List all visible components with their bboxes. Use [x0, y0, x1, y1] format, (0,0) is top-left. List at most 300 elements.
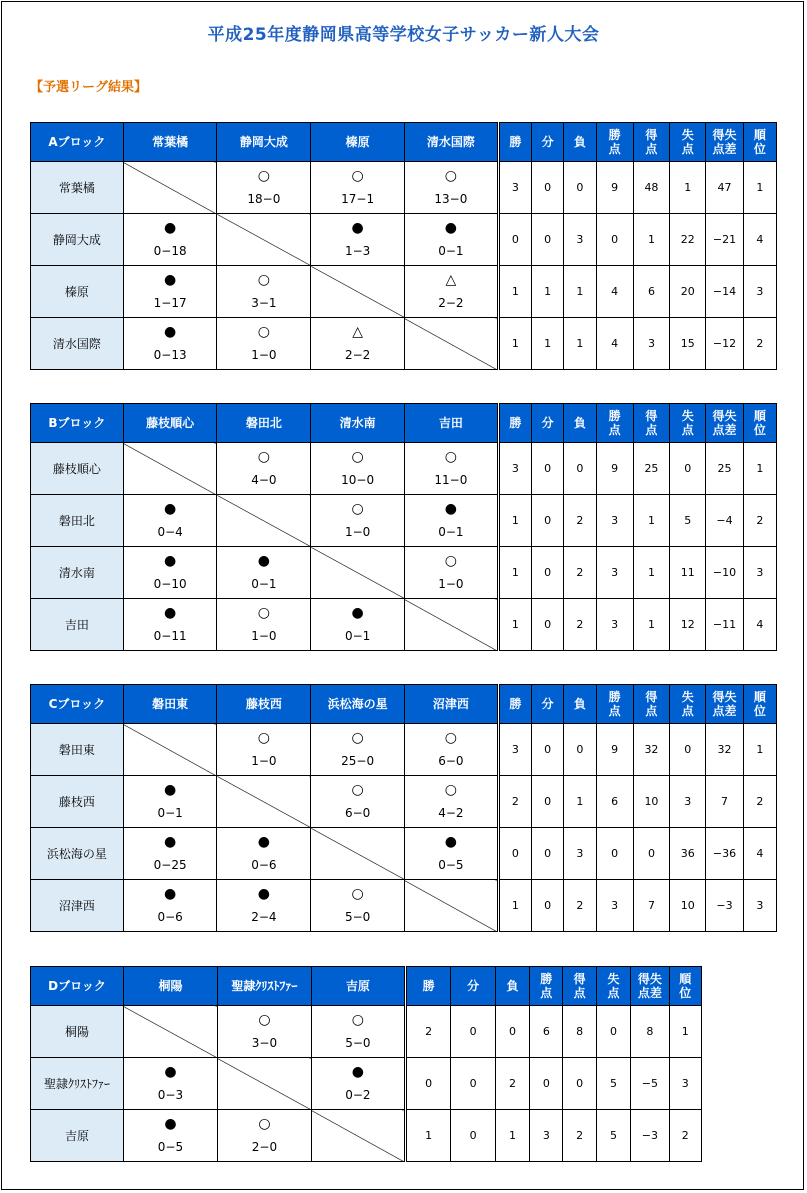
opponent-header: 磐田東 — [123, 685, 217, 724]
match-cell — [311, 495, 404, 546]
stat-value: 0 — [670, 443, 706, 495]
team-name: 清水南 — [31, 547, 124, 599]
match-result — [404, 724, 498, 776]
stat-header-line: 分 — [541, 697, 554, 711]
match-result — [217, 318, 311, 370]
stat-value: 5 — [670, 495, 706, 547]
match-cell — [217, 828, 310, 879]
result-mark: ● — [164, 886, 177, 902]
match-score: 11−0 — [434, 473, 468, 487]
stat-value: 8 — [631, 1006, 669, 1058]
stat-header-line: 負 — [573, 135, 586, 149]
stat-value: 1 — [743, 443, 776, 495]
result-mark: ○ — [351, 782, 364, 798]
stat-value: 5 — [596, 1058, 630, 1110]
match-result — [217, 266, 311, 318]
team-row — [31, 1058, 702, 1110]
stat-header — [451, 967, 495, 1006]
stat-value: 1 — [498, 495, 531, 547]
match-score: 2−2 — [344, 348, 371, 362]
result-mark: ○ — [351, 1012, 364, 1028]
opponent-header: 静岡大成 — [217, 123, 311, 162]
stat-value: 0 — [530, 1058, 563, 1110]
stat-header-line: 点 — [540, 986, 553, 1000]
stat-value: 1 — [743, 162, 776, 214]
stat-header-line: 得 — [645, 409, 658, 423]
result-mark: ○ — [444, 449, 457, 465]
opponent-header: 沼津西 — [404, 685, 498, 724]
stat-value: 1 — [498, 880, 531, 932]
stat-value: 3 — [498, 724, 531, 776]
section-subtitle: 【予選リーグ結果】 — [30, 80, 148, 95]
match-result — [311, 1058, 405, 1110]
stat-value: 0 — [451, 1058, 495, 1110]
match-result — [404, 547, 498, 599]
result-mark: ○ — [257, 324, 270, 340]
stat-value: 48 — [633, 162, 669, 214]
stat-value: 3 — [498, 162, 531, 214]
stat-header — [532, 404, 564, 443]
match-result — [311, 214, 405, 266]
match-score: 0−1 — [157, 806, 183, 820]
stat-value: 0 — [532, 162, 564, 214]
stat-header — [669, 967, 701, 1006]
match-cell — [405, 443, 497, 494]
stat-value: 11 — [670, 547, 706, 599]
stat-header — [706, 685, 743, 724]
stat-value: 0 — [532, 443, 564, 495]
stat-value: 0 — [532, 599, 564, 651]
stat-value: 0 — [564, 724, 596, 776]
team-name: 聖隷ｸﾘｽﾄﾌｧｰ — [31, 1058, 124, 1110]
stat-value: 1 — [564, 266, 596, 318]
stat-header — [670, 123, 706, 162]
stat-value: 1 — [532, 318, 564, 370]
result-mark: ○ — [444, 553, 457, 569]
match-result — [217, 443, 311, 495]
stat-header-line: 分 — [541, 135, 554, 149]
result-mark: ○ — [444, 168, 457, 184]
match-cell — [217, 266, 310, 317]
match-cell — [405, 162, 497, 213]
block-b-table — [30, 403, 777, 651]
team-row — [31, 266, 777, 318]
opponent-header: 藤枝西 — [217, 685, 311, 724]
stat-value: 1 — [564, 776, 596, 828]
result-mark: ● — [351, 605, 364, 621]
team-row — [31, 776, 777, 828]
team-row — [31, 162, 777, 214]
stat-value: 3 — [596, 495, 633, 547]
stat-header-line: 分 — [541, 416, 554, 430]
stat-value: 0 — [532, 547, 564, 599]
stat-value: 3 — [670, 776, 706, 828]
stat-value: 3 — [596, 599, 633, 651]
match-score: 3−1 — [251, 296, 277, 310]
result-mark: ● — [444, 220, 457, 236]
opponent-header: 清水南 — [311, 404, 405, 443]
match-result — [123, 1110, 217, 1162]
opponent-header: 吉田 — [404, 404, 498, 443]
stat-header — [530, 967, 563, 1006]
match-score: 25−0 — [341, 754, 375, 768]
match-score: 5−0 — [345, 1036, 371, 1050]
stat-header-line: 勝 — [509, 135, 522, 149]
result-mark: △ — [445, 272, 457, 288]
stat-header-line: 点 — [681, 423, 694, 437]
stat-header — [596, 123, 633, 162]
stat-header-line: 順 — [753, 409, 766, 423]
stat-value: 1 — [495, 1110, 529, 1162]
match-score: 4−2 — [438, 806, 464, 820]
result-mark: ● — [164, 1116, 177, 1132]
match-result — [123, 599, 217, 651]
team-name: 榛原 — [31, 266, 124, 318]
match-cell — [311, 443, 404, 494]
stat-header-line: 負 — [573, 697, 586, 711]
opponent-header: 磐田北 — [217, 404, 311, 443]
team-name: 藤枝西 — [31, 776, 124, 828]
stat-value: 1 — [498, 547, 531, 599]
match-score: 0−13 — [153, 348, 187, 362]
opponent-header: 藤枝順心 — [123, 404, 217, 443]
team-name: 磐田北 — [31, 495, 124, 547]
stat-value: 0 — [532, 828, 564, 880]
match-cell — [405, 724, 497, 775]
team-row — [31, 214, 777, 266]
stat-value: 6 — [633, 266, 669, 318]
stat-value: 47 — [706, 162, 743, 214]
stat-value: 0 — [532, 495, 564, 547]
result-mark: ○ — [257, 272, 270, 288]
result-mark: ● — [257, 553, 270, 569]
stat-value: 9 — [596, 162, 633, 214]
match-cell — [124, 1110, 217, 1161]
match-cell — [218, 1006, 311, 1057]
stat-header — [743, 123, 776, 162]
match-score: 1−0 — [251, 348, 277, 362]
stat-value: 3 — [743, 880, 776, 932]
self-match-diagonal — [217, 1058, 311, 1110]
stat-value: 32 — [706, 724, 743, 776]
match-score: 0−1 — [438, 244, 464, 258]
match-score: 2−4 — [251, 910, 277, 924]
result-mark: ○ — [351, 449, 364, 465]
match-cell — [405, 547, 497, 598]
stat-header-line: 勝 — [540, 972, 553, 986]
block-name: Dブロック — [31, 967, 124, 1006]
stat-header-line: 勝 — [509, 697, 522, 711]
block-d-table — [30, 966, 702, 1162]
stat-header — [564, 685, 596, 724]
self-match-diagonal — [311, 547, 405, 599]
team-row — [31, 880, 777, 932]
match-score: 0−25 — [153, 858, 187, 872]
stat-value: 15 — [670, 318, 706, 370]
stat-value: 4 — [743, 599, 776, 651]
result-mark: ● — [164, 1064, 177, 1080]
match-cell — [124, 547, 217, 598]
stat-header-line: 点 — [645, 142, 658, 156]
match-result — [404, 828, 498, 880]
stat-value: 3 — [633, 318, 669, 370]
match-cell — [311, 214, 404, 265]
result-mark: △ — [352, 324, 363, 340]
stat-value: 1 — [633, 214, 669, 266]
match-result — [311, 599, 405, 651]
stat-header-line: 勝 — [422, 979, 435, 993]
stat-value: 1 — [564, 318, 596, 370]
match-result — [217, 724, 311, 776]
stat-header-line: 負 — [573, 416, 586, 430]
stat-value: 12 — [670, 599, 706, 651]
stat-header-line: 得 — [573, 972, 586, 986]
result-mark: ● — [164, 501, 177, 517]
stat-header-line: 点 — [645, 423, 658, 437]
result-mark: ○ — [257, 449, 270, 465]
stat-value: 2 — [669, 1110, 701, 1162]
match-score: 1−0 — [344, 525, 371, 539]
stat-header-line: 得失 — [712, 409, 737, 423]
block-name: Aブロック — [31, 123, 124, 162]
stat-header — [706, 404, 743, 443]
team-row — [31, 547, 777, 599]
match-result — [217, 828, 311, 880]
self-match-diagonal — [123, 1006, 217, 1058]
team-name: 沼津西 — [31, 880, 124, 932]
stat-value: 1 — [498, 599, 531, 651]
stat-header — [596, 685, 633, 724]
stat-header — [564, 404, 596, 443]
stat-header-line: 点 — [573, 986, 586, 1000]
match-result — [123, 495, 217, 547]
result-mark: ○ — [351, 730, 364, 746]
match-score: 1−0 — [251, 754, 277, 768]
stat-header-line: 勝 — [608, 409, 621, 423]
stat-header — [631, 967, 669, 1006]
match-score: 0−6 — [157, 910, 183, 924]
stat-header-line: 点 — [681, 704, 694, 718]
stat-value: 8 — [563, 1006, 596, 1058]
stat-value: 2 — [564, 599, 596, 651]
match-cell — [124, 828, 217, 879]
match-result — [217, 1110, 311, 1162]
team-row — [31, 599, 777, 651]
match-cell — [124, 214, 217, 265]
block-name: Cブロック — [31, 685, 124, 724]
match-cell — [311, 162, 404, 213]
page-title: 平成25年度静岡県高等学校女子サッカー新人大会 — [207, 25, 600, 45]
match-score: 6−0 — [344, 806, 371, 820]
stat-header-line: 得 — [645, 128, 658, 142]
team-name: 吉原 — [31, 1110, 124, 1162]
match-cell — [405, 776, 497, 827]
result-mark: ○ — [257, 605, 270, 621]
stat-header — [670, 685, 706, 724]
stat-value: 3 — [498, 443, 531, 495]
stat-value: −3 — [631, 1110, 669, 1162]
stat-value: −21 — [706, 214, 743, 266]
self-match-diagonal — [217, 495, 311, 547]
block-c-table — [30, 684, 777, 932]
match-score: 1−17 — [153, 296, 187, 310]
match-result — [404, 443, 498, 495]
stat-value: 0 — [596, 1006, 630, 1058]
team-row — [31, 495, 777, 547]
stat-value: 0 — [532, 880, 564, 932]
match-result — [311, 162, 405, 214]
stat-value: 3 — [669, 1058, 701, 1110]
result-mark: ● — [164, 553, 177, 569]
match-score: 13−0 — [434, 192, 468, 206]
match-score: 0−3 — [157, 1088, 184, 1102]
match-result — [217, 599, 311, 651]
match-score: 0−6 — [251, 858, 277, 872]
match-score: 18−0 — [247, 192, 281, 206]
stat-header-line: 得 — [645, 690, 658, 704]
stat-header — [532, 685, 564, 724]
stat-header — [498, 404, 531, 443]
match-result — [311, 1006, 405, 1058]
stat-value: 1 — [743, 724, 776, 776]
stat-value: 6 — [530, 1006, 563, 1058]
stat-header — [633, 123, 669, 162]
stat-value: 2 — [563, 1110, 596, 1162]
stat-header-line: 失 — [607, 972, 620, 986]
match-cell — [405, 266, 497, 317]
result-mark: ● — [164, 834, 177, 850]
match-score: 1−0 — [251, 629, 277, 643]
match-cell — [124, 599, 217, 650]
stat-value: 1 — [498, 318, 531, 370]
stat-value: 2 — [564, 547, 596, 599]
match-result — [123, 1058, 217, 1110]
match-cell — [124, 880, 217, 931]
match-result — [217, 547, 311, 599]
stat-value: 7 — [633, 880, 669, 932]
stat-value: 0 — [498, 214, 531, 266]
match-cell — [124, 776, 217, 827]
team-name: 磐田東 — [31, 724, 124, 776]
block-a-table — [30, 122, 777, 370]
stat-value: −3 — [706, 880, 743, 932]
stat-value: −10 — [706, 547, 743, 599]
stat-header — [596, 404, 633, 443]
self-match-diagonal — [404, 318, 498, 370]
match-result — [311, 880, 405, 932]
stat-value: 7 — [706, 776, 743, 828]
result-mark: ○ — [351, 501, 364, 517]
stat-value: 0 — [532, 214, 564, 266]
stat-header-line: 順 — [753, 690, 766, 704]
match-score: 5−0 — [344, 910, 371, 924]
match-result — [311, 724, 405, 776]
team-name: 静岡大成 — [31, 214, 124, 266]
stat-value: 0 — [564, 443, 596, 495]
match-result — [123, 880, 217, 932]
match-score: 17−1 — [341, 192, 375, 206]
result-mark: ○ — [257, 168, 270, 184]
match-result — [311, 318, 405, 370]
stat-value: 4 — [743, 214, 776, 266]
stat-value: 1 — [405, 1110, 450, 1162]
match-result — [404, 162, 498, 214]
stat-value: 4 — [743, 828, 776, 880]
result-mark: ○ — [351, 168, 364, 184]
stat-header — [596, 967, 630, 1006]
match-cell — [405, 214, 497, 265]
stat-header-line: 点 — [608, 704, 621, 718]
stat-value: 0 — [532, 776, 564, 828]
match-score: 0−5 — [157, 1140, 184, 1154]
opponent-header: 吉原 — [311, 967, 405, 1006]
stat-value: −5 — [631, 1058, 669, 1110]
stat-value: 2 — [495, 1058, 529, 1110]
stat-header — [743, 404, 776, 443]
stat-header-line: 点 — [681, 142, 694, 156]
team-name: 浜松海の星 — [31, 828, 124, 880]
result-mark: ● — [164, 782, 177, 798]
opponent-header: 聖隷ｸﾘｽﾄﾌｧｰ — [217, 967, 311, 1006]
result-mark: ● — [164, 220, 177, 236]
stat-header-line: 勝 — [608, 128, 621, 142]
match-score: 0−1 — [251, 577, 277, 591]
stat-header-line: 失 — [681, 128, 694, 142]
stat-header — [670, 404, 706, 443]
self-match-diagonal — [123, 443, 217, 495]
team-name: 常葉橘 — [31, 162, 124, 214]
stat-header — [405, 967, 450, 1006]
team-row — [31, 318, 777, 370]
stat-header-line: 失 — [681, 690, 694, 704]
block-name: Bブロック — [31, 404, 124, 443]
stat-value: 2 — [743, 776, 776, 828]
match-score: 0−1 — [344, 629, 371, 643]
stat-header-line: 点 — [607, 986, 620, 1000]
stat-value: 3 — [596, 880, 633, 932]
stat-value: 2 — [564, 495, 596, 547]
stat-value: 3 — [596, 547, 633, 599]
stat-header-line: 負 — [506, 979, 519, 993]
team-row — [31, 724, 777, 776]
match-cell — [124, 495, 217, 546]
opponent-header: 桐陽 — [123, 967, 217, 1006]
match-result — [404, 266, 498, 318]
stat-header-line: 点差 — [712, 704, 737, 718]
result-mark: ● — [257, 886, 270, 902]
stat-value: 25 — [633, 443, 669, 495]
stat-value: 1 — [633, 599, 669, 651]
match-result — [404, 776, 498, 828]
match-result — [404, 495, 498, 547]
match-score: 2−2 — [438, 296, 464, 310]
result-mark: ● — [444, 834, 457, 850]
stat-value: 2 — [743, 318, 776, 370]
self-match-diagonal — [217, 776, 311, 828]
match-result — [123, 266, 217, 318]
stat-value: 3 — [743, 547, 776, 599]
result-mark: ○ — [257, 730, 270, 746]
result-mark: ● — [257, 834, 270, 850]
team-row — [31, 1006, 702, 1058]
match-score: 10−0 — [341, 473, 375, 487]
opponent-header: 清水国際 — [404, 123, 498, 162]
match-result — [311, 443, 405, 495]
block-header-row — [31, 404, 777, 443]
stat-value: −12 — [706, 318, 743, 370]
match-cell — [311, 776, 404, 827]
match-score: 0−1 — [438, 525, 464, 539]
